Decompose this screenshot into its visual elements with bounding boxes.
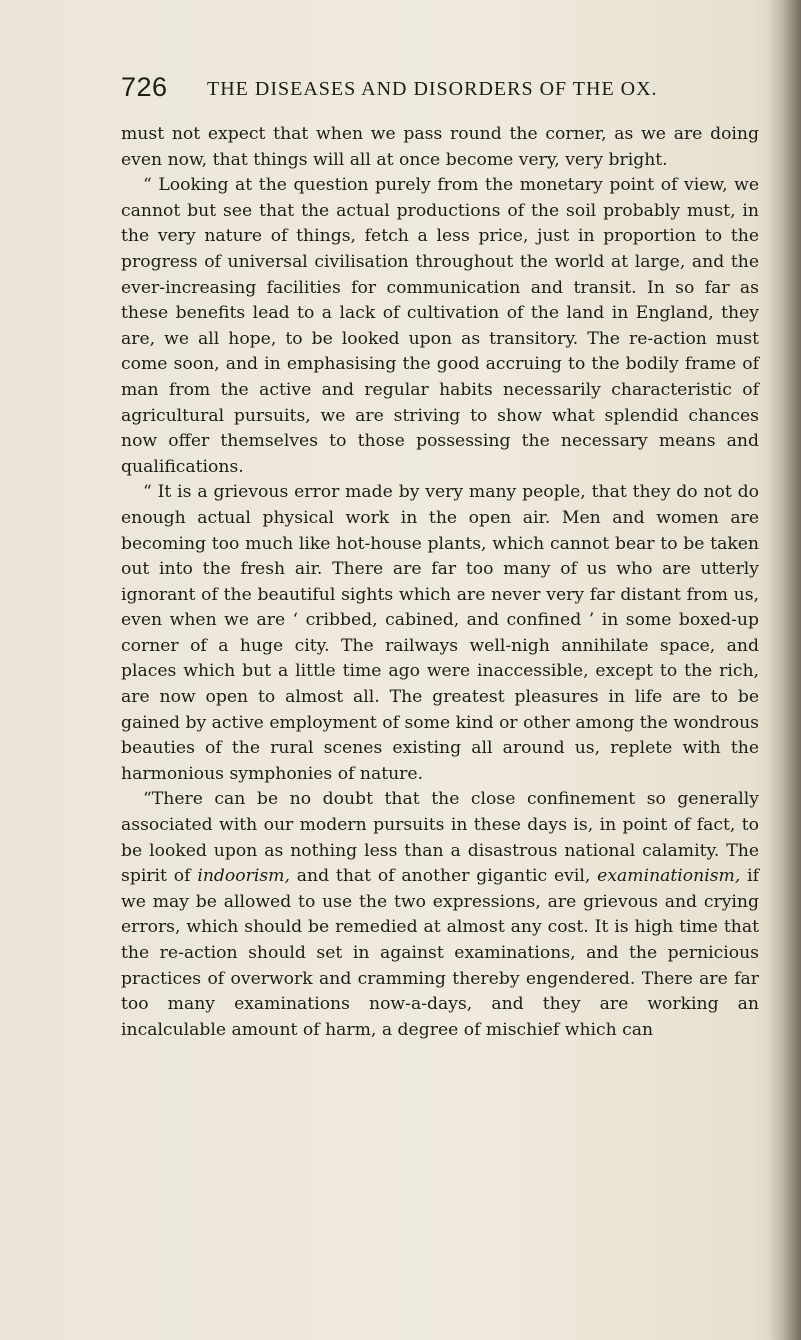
italic-indoorism: indoorism, xyxy=(197,866,290,887)
paragraph-confinement-part1: “There can be no doubt that the close confinement so generally associated with our modern pursuits in these days is, in point of fact, to be looked upon as nothing less than a disastrous national calamity. The spirit of xyxy=(121,789,759,887)
page-header xyxy=(121,72,721,112)
italic-examinationism: examinationism, xyxy=(597,866,741,887)
running-head: THE DISEASES AND DISORDERS OF THE OX. xyxy=(207,78,658,100)
paragraph-continuation: must not expect that when we pass round the corner, as we are doing even now, that things will all at once become very, very bright. xyxy=(121,124,759,170)
page-number: 726 xyxy=(121,72,168,102)
paragraph-monetary: “ Looking at the question purely from the monetary point of view, we cannot but see that the actual productions of the soil probably must, in the very nature of things, fetch a less price, just in proportion to the progress of universal civilisation throughout the world at large, and the ever-increasing facilities for communication and transit. In so far as these benefits lead to a lack of cultivation of the land in England, they are, we all hope, to be looked upon as transitory. The re-action must come soon, and in emphasising the good accruing to the bodily frame of man from the active and regular habits necessarily characteristic of agricultural pursuits, we are striving to show what splendid chances now offer themselves to those possessing the necessary means and qualifications. xyxy=(121,175,759,477)
page-gutter-shadow xyxy=(767,0,801,1340)
body-text xyxy=(121,122,759,1043)
paragraph-confinement xyxy=(121,787,759,1043)
paragraph-confinement-part2: and that of another gigantic evil, xyxy=(289,866,598,887)
paragraph-open-air: “ It is a grievous error made by very many people, that they do not do enough actual physical work in the open air. Men and women are becoming too much like hot-house plants, which cannot bear to be taken out into the fresh air. There are far too many of us who are utterly ignorant of the beautiful sights which are never very far distant from us, even when we are ‘ cribbed, cabined, and confined ’ in some boxed-up corner of a huge city. The railways well-nigh annihilate space, and places which but a little time ago were inaccessible, except to the rich, are now open to almost all. The greatest pleasures in life are to be gained by active employment of some kind or other among the wondrous beauties of the rural scenes existing all around us, replete with the harmonious symphonies of nature. xyxy=(121,482,759,784)
paragraph-confinement-part3: if we may be allowed to use the two expressions, are grievous and crying errors, which should be remedied at almost any cost. It is high time that the re-action should set in against examinations, and the pernicious practices of overwork and cramming thereby engendered. There are far too many examinations now-a-days, and they are working an incalculable amount of harm, a degree of mischief which can xyxy=(121,866,759,1040)
